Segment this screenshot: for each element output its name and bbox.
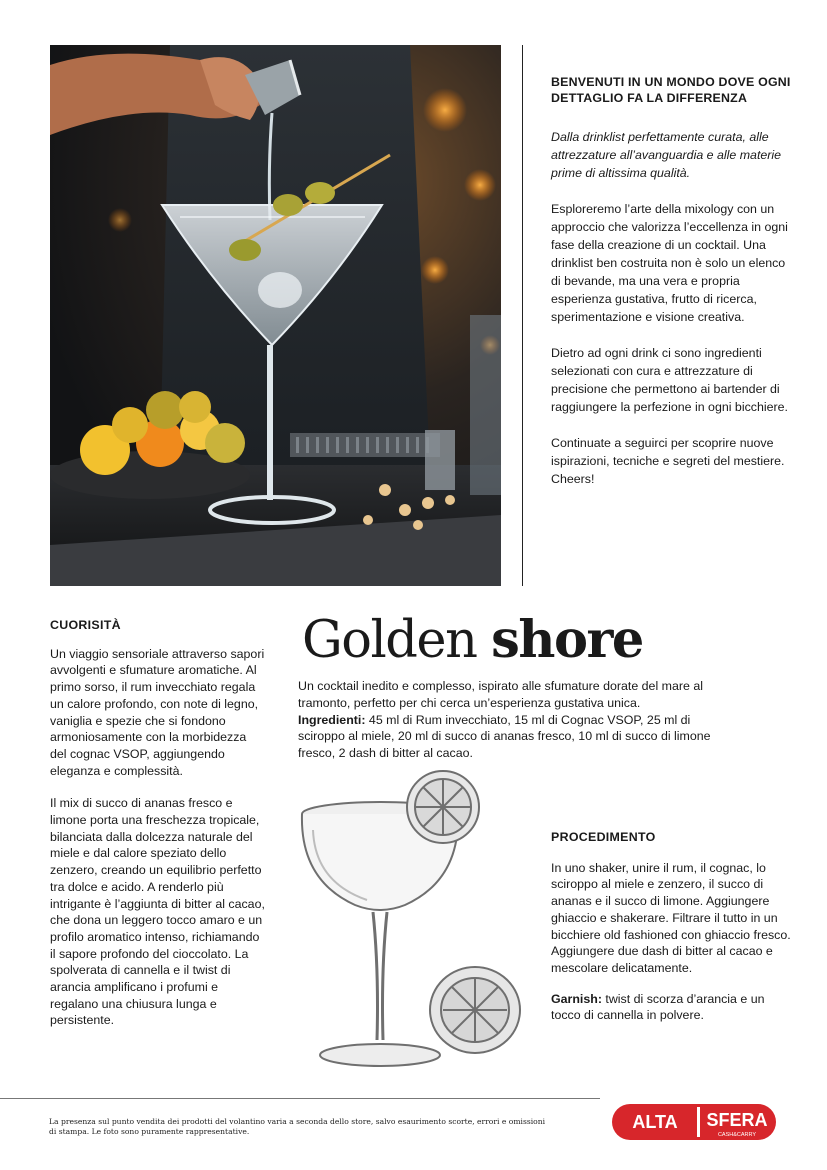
intro-section	[551, 74, 791, 506]
lime-slice-icon	[407, 771, 479, 843]
procedimento-section	[551, 829, 791, 1038]
logo-text-right: SFERA	[706, 1110, 768, 1130]
alta-sfera-logo	[611, 1103, 777, 1141]
ingredients-label: Ingredienti:	[298, 712, 366, 727]
intro-lead: Dalla drinklist perfettamente curata, alle attrezzature all’avanguardia e alle materie prime di altissima qualità.	[551, 130, 782, 180]
procedimento-steps: In uno shaker, unire il rum, il cognac, lo sciroppo al miele e zenzero, il succo di ananas e il succo di limone. Aggiungere ghiaccio e shakerare. Filtrare il tutto in un bicchiere old fashioned con ghiaccio fresco. Aggiungere due dash di bitter al cacao e mescolare delicatamente.	[551, 860, 791, 975]
logo-text-left: ALTA	[632, 1112, 678, 1132]
footer-rule	[0, 1098, 600, 1099]
intro-paragraph-2: Dietro ad ogni drink ci sono ingredienti selezionati con cura e attrezzature di precisione che permettono ai bartender di raggiungere la perfezione in ogni bicchiere.	[551, 346, 788, 414]
recipe-description	[298, 678, 738, 762]
vertical-divider	[522, 45, 523, 586]
title-word-2: shore	[491, 610, 643, 670]
curiosita-heading: CUORISITÀ	[50, 618, 121, 632]
title-word-1: Golden	[302, 611, 477, 670]
curiosita-paragraph-2: Il mix di succo di ananas fresco e limone porta una freschezza tropicale, bilanciata dalla dolcezza naturale del miele e dal calore speziato dello zenzero, creando un equilibrio perfetto tra dolce e acido. A renderlo più intrigante è l’aggiunta di bitter al cacao, che dona un leggero tocco amaro e un profilo aromatico intenso, richiamando il sapore profondo del cioccolato. La spolverata di cannella e il twist di arancia amplificano i profumi e regalano una chiusura lunga e persistente.	[50, 796, 265, 1028]
footer-disclaimer: La presenza sul punto vendita dei prodotti del volantino varia a seconda dello store, salvo esaurimento scorte, errori e omissioni di stampa. Le foto sono puramente rappresentative.	[49, 1117, 546, 1136]
procedimento-heading: PROCEDIMENTO	[551, 830, 656, 844]
intro-paragraph-3: Continuate a seguirci per scoprire nuove ispirazioni, tecniche e segreti del mestiere. Cheers!	[551, 436, 785, 486]
ingredients-text: 45 ml di Rum invecchiato, 15 ml di Cognac VSOP, 25 ml di sciroppo al miele, 20 ml di succo di ananas fresco, 10 ml di succo di limone fresco, 2 dash di bitter al cacao.	[298, 712, 711, 761]
curiosita-section	[50, 617, 265, 1045]
cocktail-photo	[50, 45, 501, 586]
recipe-ingredients	[298, 712, 738, 762]
garnish-text: twist di scorza d’arancia e un tocco di cannella in polvere.	[551, 991, 765, 1023]
garnish	[551, 991, 791, 1024]
coupe-glass-illustration	[295, 770, 545, 1080]
recipe-title	[302, 608, 643, 673]
lime-half-icon	[430, 967, 520, 1053]
intro-heading: BENVENUTI IN UN MONDO DOVE OGNI DETTAGLIO FA LA DIFFERENZA	[551, 75, 791, 105]
recipe-intro: Un cocktail inedito e complesso, ispirato alle sfumature dorate del mare al tramonto, perfetto per chi cerca un’esperienza gustativa unica.	[298, 679, 703, 710]
logo-text-sub: CASH&CARRY	[717, 1132, 757, 1138]
garnish-label: Garnish:	[551, 991, 602, 1006]
intro-paragraph-1: Esploreremo l’arte della mixology con un approccio che valorizza l’eccellenza in ogni fase della creazione di un cocktail. Una drinklist ben costruita non è solo un elenco di bevande, ma una vera e propria esperienza gustativa, frutto di ricerca, sperimentazione e visione creativa.	[551, 202, 788, 324]
curiosita-paragraph-1: Un viaggio sensoriale attraverso sapori avvolgenti e sfumature aromatiche. Al primo sorso, il rum invecchiato regala un calore profondo, con note di legno, vaniglia e spezie che si fondono armoniosamente con la morbidezza del cognac VSOP, aggiungendo eleganza e complessità.	[50, 646, 265, 778]
